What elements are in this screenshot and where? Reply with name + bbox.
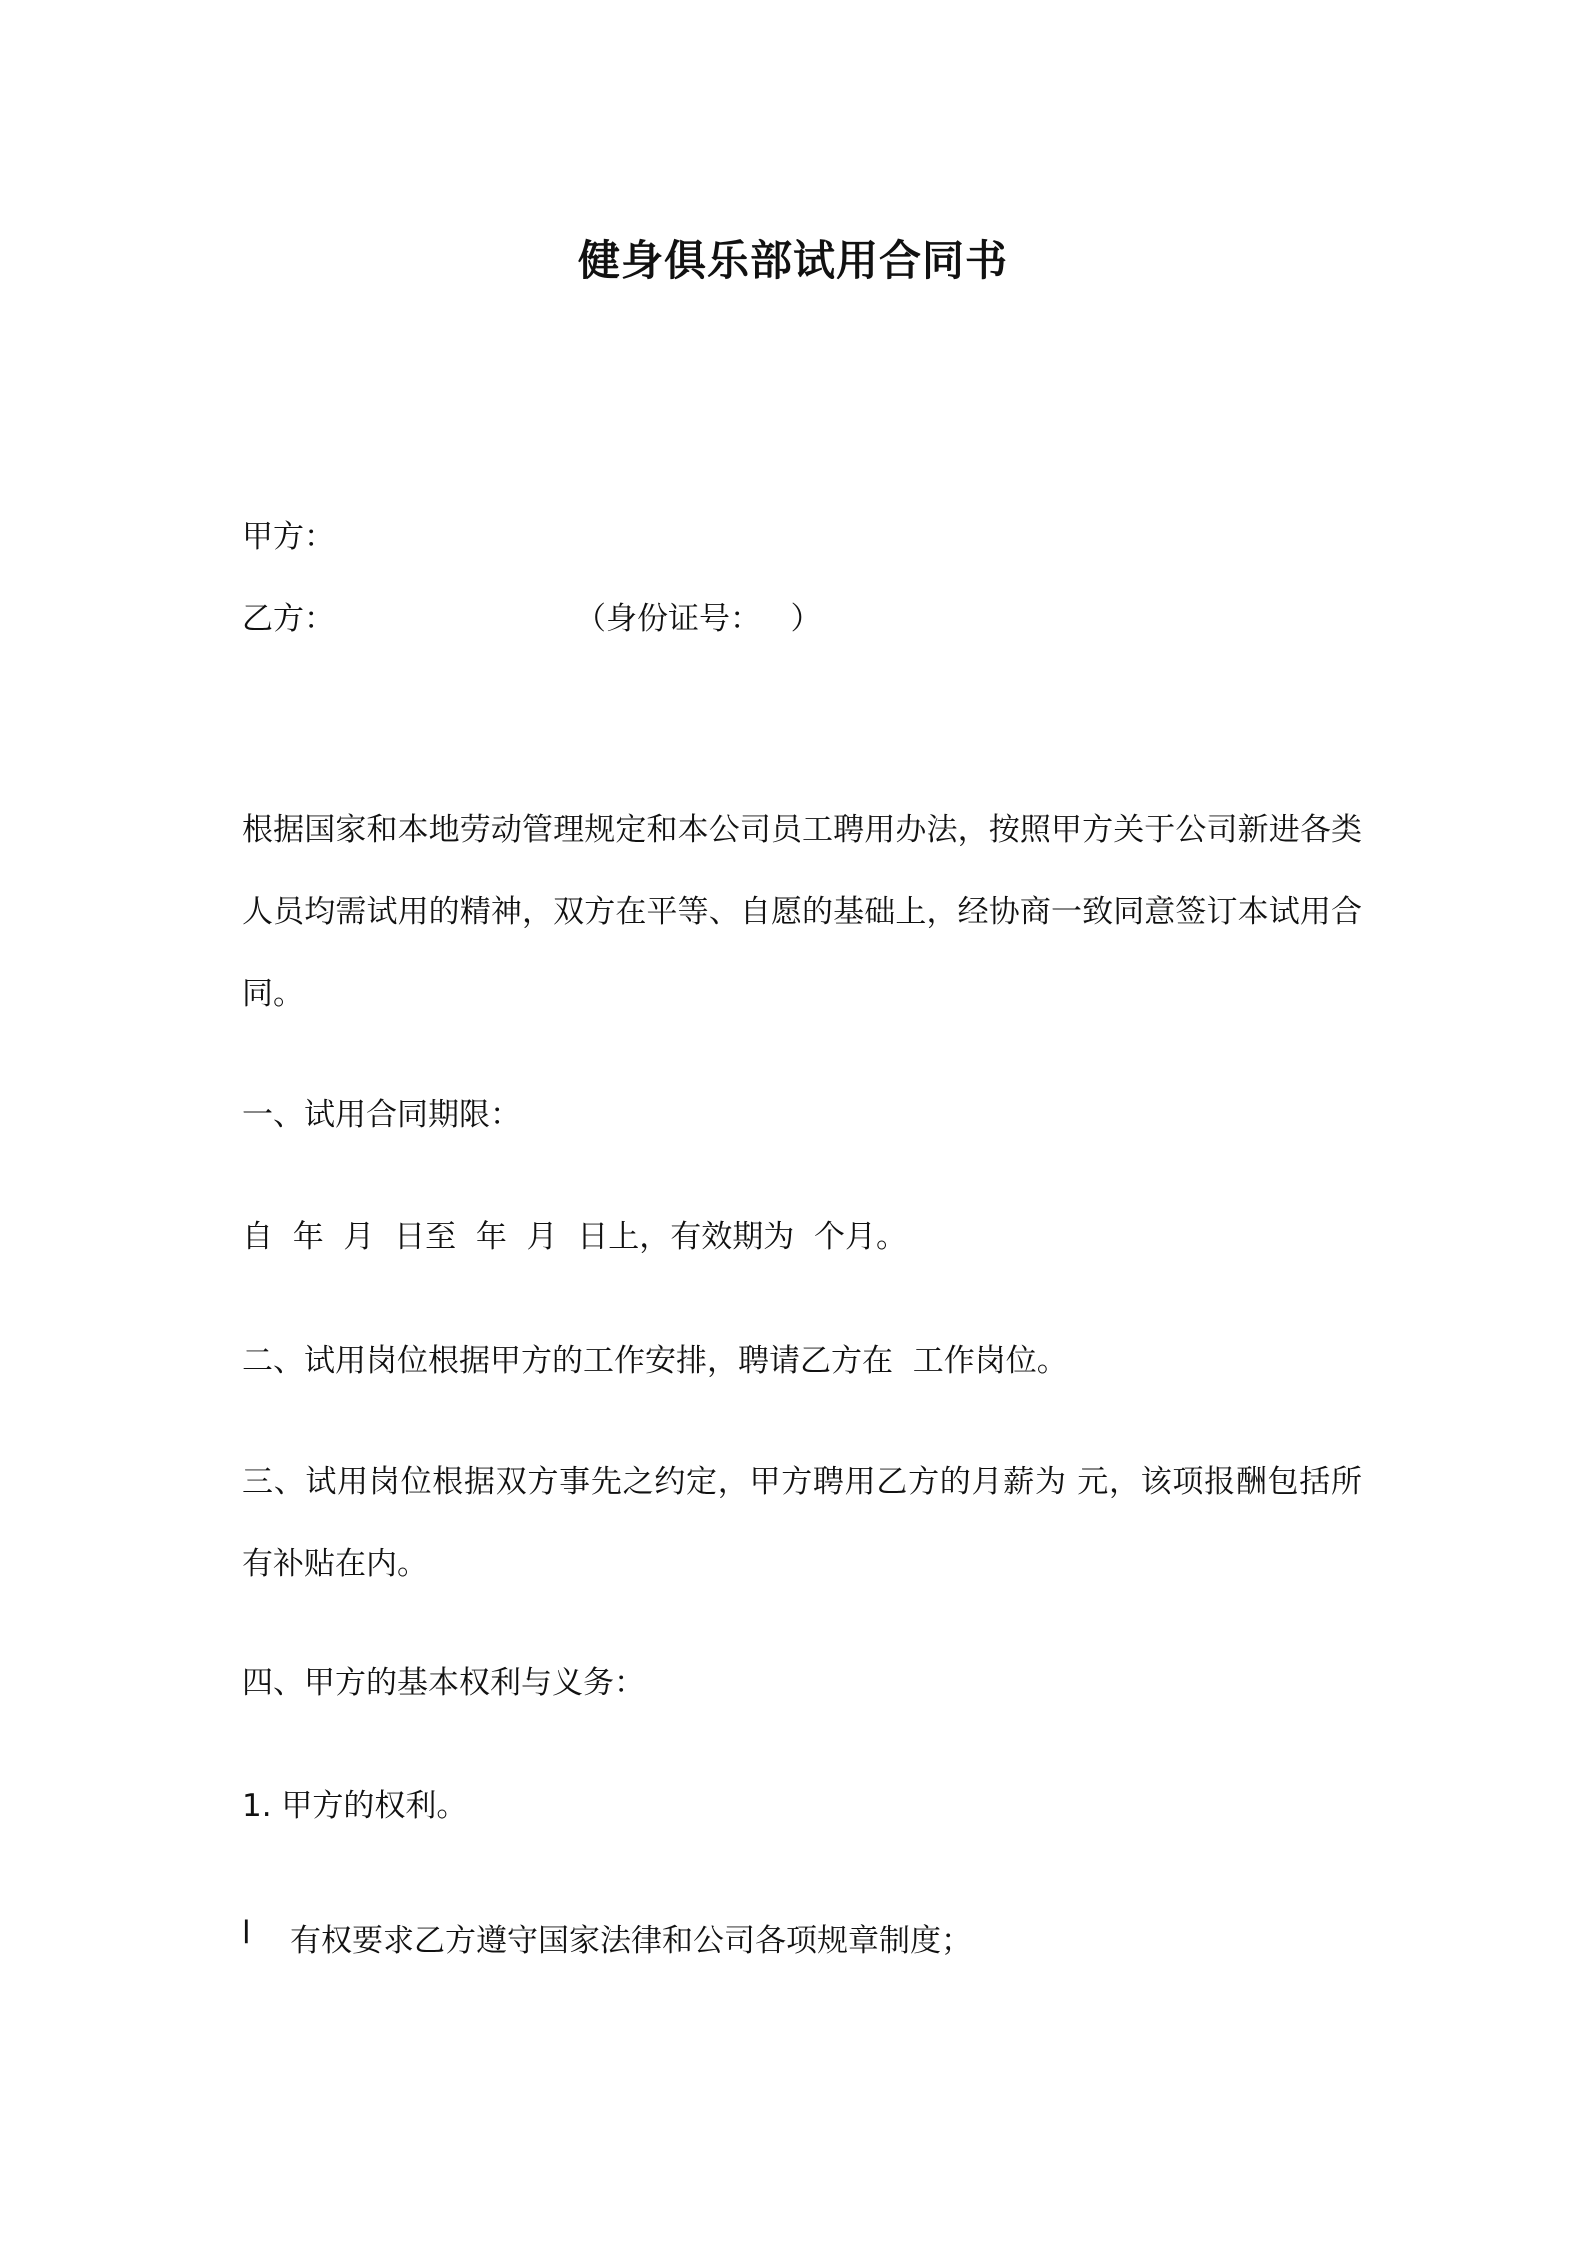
section-4-heading: 四、甲方的基本权利与义务：	[242, 1665, 645, 1701]
bullet-marker: l	[242, 1915, 251, 1951]
section-4-item-1: 1. 甲方的权利。	[242, 1788, 468, 1824]
section-2-paragraph: 二、试用岗位根据甲方的工作安排，聘请乙方在 工作岗位。	[242, 1343, 1068, 1379]
section-1-heading: 一、试用合同期限：	[242, 1097, 521, 1133]
section-3-paragraph: 三、试用岗位根据双方事先之约定，甲方聘用乙方的月薪为 元，该项报酬包括所有补贴在内。	[242, 1464, 1362, 1582]
section-4-bullet-1: 有权要求乙方遵守国家法律和公司各项规章制度；	[290, 1923, 972, 1959]
document-title: 健身俱乐部试用合同书	[577, 236, 1008, 285]
section-1-body: 自 年 月 日至 年 月 日上，有效期为 个月。	[242, 1219, 907, 1255]
party-b-label: 乙方：	[242, 601, 335, 637]
party-b-id-field: （身份证号： ）	[575, 601, 822, 637]
party-a-label: 甲方：	[242, 519, 335, 555]
intro-paragraph: 根据国家和本地劳动管理规定和本公司员工聘用办法，按照甲方关于公司新进各类人员均需试用的精神，双方在平等、自愿的基础上，经协商一致同意签订本试用合同。	[242, 812, 1362, 1012]
